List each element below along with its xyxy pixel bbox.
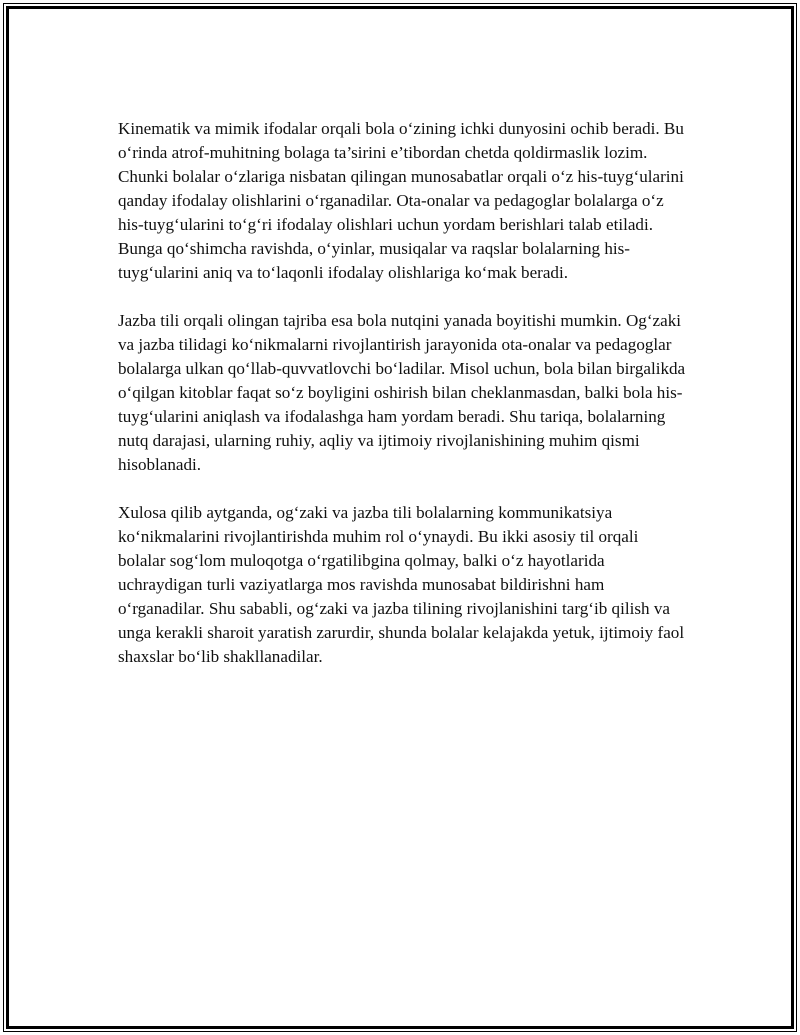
paragraph-1: Kinematik va mimik ifodalar orqali bola o‘zining ichki dunyosini ochib beradi. Bu o‘rinda atrof-muhitning bolaga ta’sirini e’tibordan chetda qoldirmaslik lozim. Chunki bolalar o‘zlariga nisbatan qilingan munosabatlar orqali o‘z his-tuyg‘ularini qanday ifodalay olishlarini o‘rganadilar. Ota-onalar va pedagoglar bolalarga o‘z his-tuyg‘ularini to‘g‘ri ifodalay olishlari uchun yordam berishlari talab etiladi. Bunga qo‘shimcha ravishda, o‘yinlar, musiqalar va raqslar bolalarning his-tuyg‘ularini aniq va to‘laqonli ifodalay olishlariga ko‘mak beradi. bbox=[118, 119, 684, 282]
paragraph-3: Xulosa qilib aytganda, og‘zaki va jazba tili bolalarning kommunikatsiya ko‘nikmalarini rivojlantirishda muhim rol o‘ynaydi. Bu ikki asosiy til orqali bolalar sog‘lom muloqotga o‘rgatilibgina qolmay, balki o‘z hayotlarida uchraydigan turli vaziyatlarga mos ravishda munosabat bildirishni ham o‘rganadilar. Shu sababli, og‘zaki va jazba tilining rivojlanishini targ‘ib qilish va unga kerakli sharoit yaratish zarurdir, shunda bolalar kelajakda yetuk, ijtimoiy faol shaxslar bo‘lib shakllanadilar. bbox=[118, 503, 685, 666]
paragraph-2: Jazba tili orqali olingan tajriba esa bola nutqini yanada boyitishi mumkin. Og‘zaki va jazba tilidagi ko‘nikmalarni rivojlantirish jarayonida ota-onalar va pedagoglar bolalarga ulkan qo‘llab-quvvatlovchi bo‘ladilar. Misol uchun, bola bilan birgalikda o‘qilgan kitoblar faqat so‘z boyligini oshirish bilan cheklanmasdan, balki bola his-tuyg‘ularini aniqlash va ifodalashga ham yordam beradi. Shu tariqa, bolalarning nutq darajasi, ularning ruhiy, aqliy va ijtimoiy rivojlanishining muhim qismi hisoblanadi. bbox=[118, 311, 686, 474]
document-body bbox=[118, 117, 688, 693]
